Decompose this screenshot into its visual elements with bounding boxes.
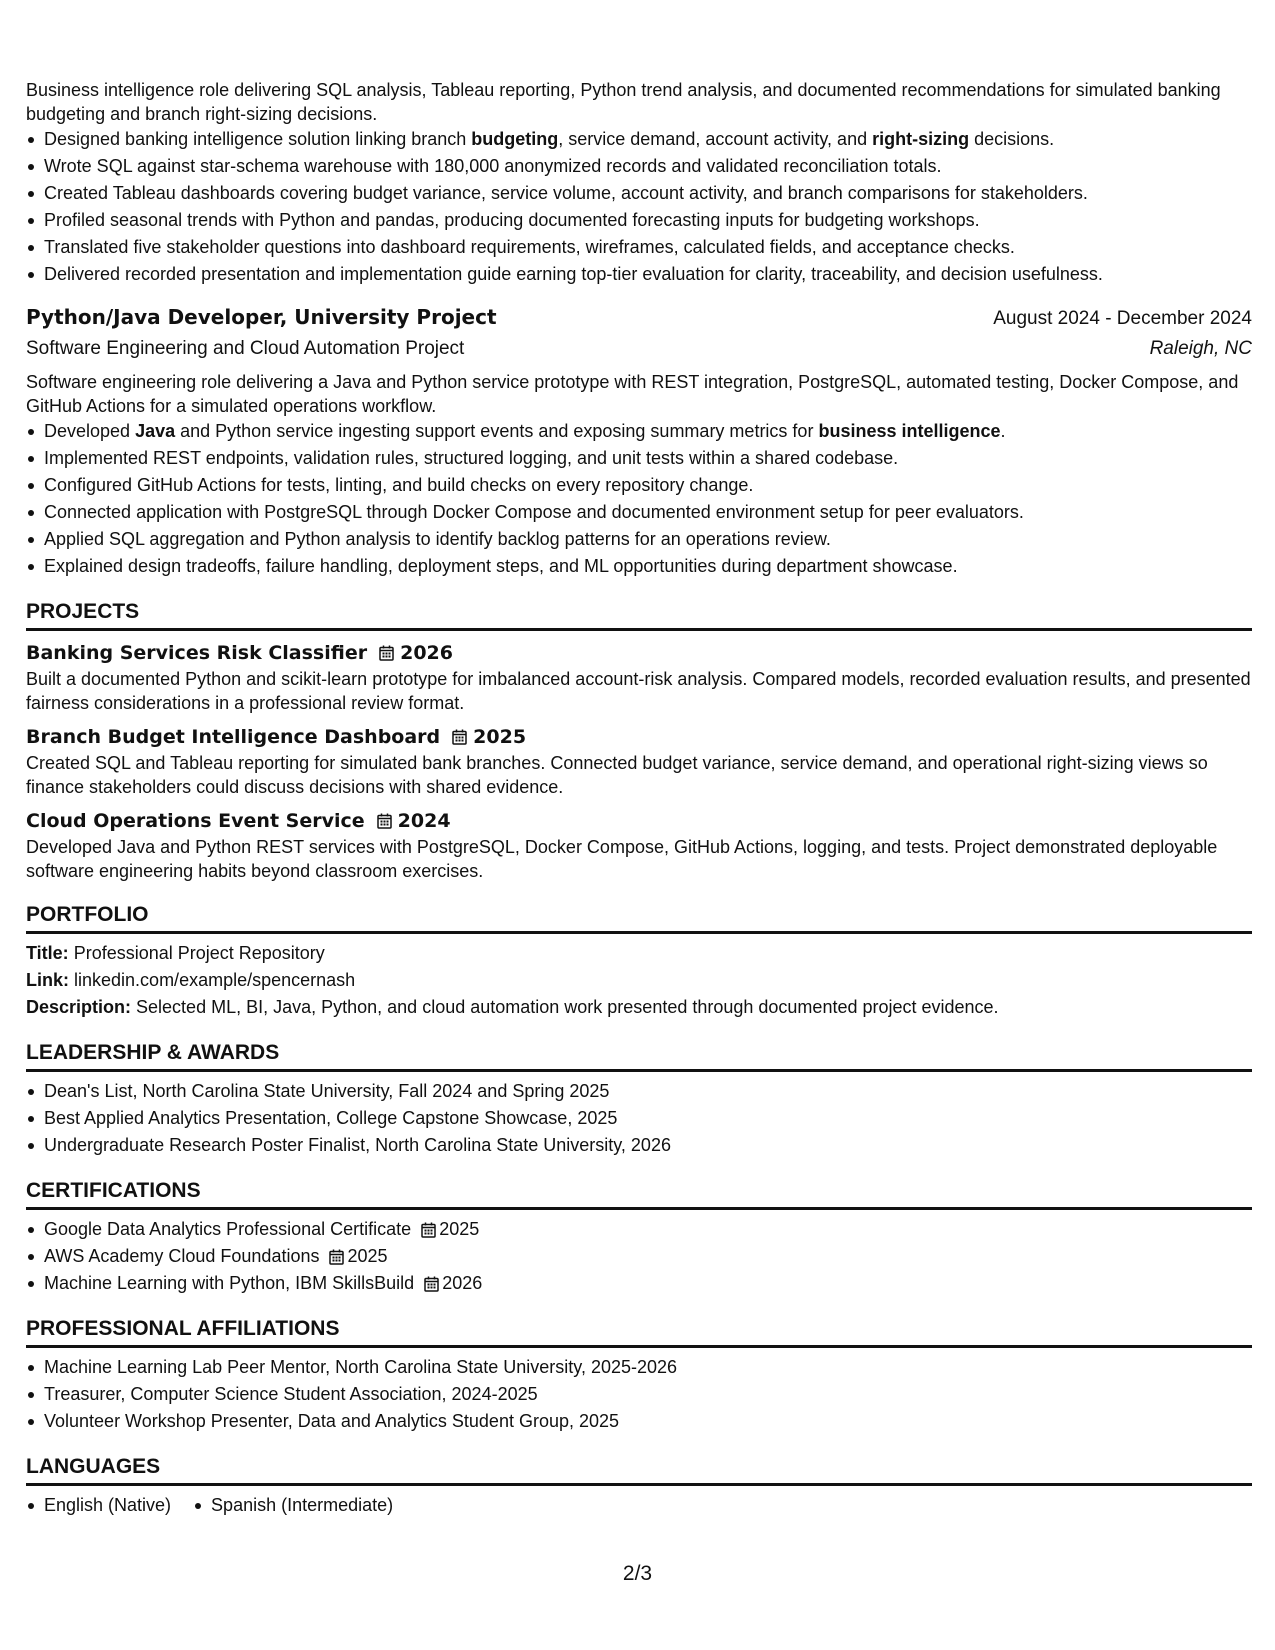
certification-year: 2026 [442, 1273, 483, 1293]
experience-entry-bi [26, 78, 1252, 288]
list-item: Best Applied Analytics Presentation, College Capstone Showcase, 2025 [26, 1105, 1252, 1132]
list-item: Volunteer Workshop Presenter, Data and Analytics Student Group, 2025 [26, 1408, 1252, 1435]
bullet-keyword: business intelligence [818, 421, 1001, 441]
leadership-section [26, 1039, 1252, 1159]
list-item [26, 1216, 1252, 1243]
project-name: Banking Services Risk Classifier [26, 642, 368, 664]
project-year: 2026 [400, 642, 453, 664]
leadership-list [26, 1078, 1252, 1159]
experience-entry-developer [26, 302, 1252, 580]
list-item: Spanish (Intermediate) [193, 1492, 393, 1519]
certification-year: 2025 [347, 1246, 388, 1266]
job-bullet: Implemented REST endpoints, validation rules, structured logging, and unit tests within a shared codebase. [26, 445, 1252, 472]
section-heading: LANGUAGES [26, 1453, 1252, 1486]
job-bullet: Configured GitHub Actions for tests, linting, and build checks on every repository change. [26, 472, 1252, 499]
portfolio-link-value[interactable]: linkedin.com/example/spencernash [74, 970, 356, 990]
section-heading: CERTIFICATIONS [26, 1177, 1252, 1210]
calendar-icon [421, 1222, 436, 1238]
job-header [26, 302, 1252, 334]
job-title: Python/Java Developer, University Project [26, 305, 497, 329]
bullet-text: Developed [44, 421, 136, 441]
job-bullet: Wrote SQL against star-schema warehouse with 180,000 anonymized records and validated reconciliation totals. [26, 153, 1252, 180]
certifications-list [26, 1216, 1252, 1297]
certification-name: Machine Learning with Python, IBM SkillsBuild [44, 1273, 415, 1293]
page-number: 2/3 [622, 1562, 653, 1585]
job-company: Software Engineering and Cloud Automation Project [26, 338, 465, 359]
projects-section [26, 598, 1252, 883]
project-description: Built a documented Python and scikit-learn prototype for imbalanced account-risk analysis. Compared models, recorded evaluation results, and presented fairness considerations in a professional review format. [26, 669, 1251, 713]
affiliations-list [26, 1354, 1252, 1435]
portfolio-description [26, 994, 1252, 1021]
certification-name: Google Data Analytics Professional Certificate [44, 1219, 412, 1239]
project-year: 2025 [473, 726, 527, 748]
project-header [26, 723, 1252, 751]
portfolio-label: Link: [26, 970, 69, 990]
job-summary: Business intelligence role delivering SQL analysis, Tableau reporting, Python trend analysis, and documented recommendations for simulated banking budgeting and branch right-sizing decisions. [26, 80, 1221, 124]
project-year: 2024 [397, 810, 451, 832]
bullet-keyword: Java [135, 421, 176, 441]
section-heading: PORTFOLIO [26, 901, 1252, 934]
list-item: English (Native) [26, 1492, 171, 1519]
calendar-icon [329, 1249, 344, 1265]
portfolio-link [26, 967, 1252, 994]
job-summary: Software engineering role delivering a Java and Python service prototype with REST integration, PostgreSQL, automated testing, Docker Compose, and GitHub Actions for a simulated operations workflow. [26, 372, 1239, 416]
calendar-icon [379, 645, 394, 661]
bullet-keyword: right-sizing [872, 129, 970, 149]
list-item: Undergraduate Research Poster Finalist, North Carolina State University, 2026 [26, 1132, 1252, 1159]
bullet-text: , service demand, account activity, and [558, 129, 873, 149]
list-item [26, 1243, 1252, 1270]
project-name: Cloud Operations Event Service [26, 810, 365, 832]
list-item: Machine Learning Lab Peer Mentor, North Carolina State University, 2025-2026 [26, 1354, 1252, 1381]
resume-page [26, 78, 1252, 1519]
job-bullet: Applied SQL aggregation and Python analysis to identify backlog patterns for an operations review. [26, 526, 1252, 553]
portfolio-section [26, 901, 1252, 1021]
bullet-text: Designed banking intelligence solution linking branch [44, 129, 472, 149]
languages-section [26, 1453, 1252, 1519]
job-dates: August 2024 - December 2024 [993, 308, 1252, 329]
bullet-keyword: budgeting [471, 129, 559, 149]
list-item [26, 1270, 1252, 1297]
portfolio-value: Professional Project Repository [73, 943, 325, 963]
portfolio-title [26, 940, 1252, 967]
job-subheader [26, 334, 1252, 364]
job-bullet: Profiled seasonal trends with Python and pandas, producing documented forecasting inputs for budgeting workshops. [26, 207, 1252, 234]
bullet-text: . [1000, 421, 1006, 441]
job-bullet [26, 418, 1252, 445]
project-description: Created SQL and Tableau reporting for simulated bank branches. Connected budget variance, service demand, and operational right-sizing views so finance stakeholders could discuss decisions with shared evidence. [26, 753, 1208, 797]
portfolio-label: Description: [26, 997, 132, 1017]
job-bullet: Delivered recorded presentation and implementation guide earning top-tier evaluation for clarity, traceability, and decision usefulness. [26, 261, 1252, 288]
bullet-text: decisions. [969, 129, 1055, 149]
certification-year: 2025 [439, 1219, 480, 1239]
calendar-icon [377, 813, 392, 829]
languages-list [26, 1492, 1252, 1519]
portfolio-label: Title: [26, 943, 69, 963]
job-bullet: Translated five stakeholder questions into dashboard requirements, wireframes, calculated fields, and acceptance checks. [26, 234, 1252, 261]
calendar-icon [424, 1276, 439, 1292]
affiliations-section [26, 1315, 1252, 1435]
bullet-text: and Python service ingesting support events and exposing summary metrics for [175, 421, 819, 441]
project-description: Developed Java and Python REST services with PostgreSQL, Docker Compose, GitHub Actions, logging, and tests. Project demonstrated deployable software engineering habits beyond classroom exercises. [26, 837, 1218, 881]
project-header [26, 639, 1252, 667]
job-bullets [26, 418, 1252, 580]
project-header [26, 807, 1252, 835]
certifications-section [26, 1177, 1252, 1297]
section-heading: LEADERSHIP & AWARDS [26, 1039, 1252, 1072]
project-name: Branch Budget Intelligence Dashboard [26, 726, 441, 748]
job-bullets [26, 126, 1252, 288]
job-bullet: Explained design tradeoffs, failure handling, deployment steps, and ML opportunities during department showcase. [26, 553, 1252, 580]
list-item: Treasurer, Computer Science Student Association, 2024-2025 [26, 1381, 1252, 1408]
job-bullet: Created Tableau dashboards covering budget variance, service volume, account activity, and branch comparisons for stakeholders. [26, 180, 1252, 207]
job-bullet: Connected application with PostgreSQL through Docker Compose and documented environment setup for peer evaluators. [26, 499, 1252, 526]
job-bullet [26, 126, 1252, 153]
section-heading: PROJECTS [26, 598, 1252, 631]
calendar-icon [452, 729, 467, 745]
job-location: Raleigh, NC [1149, 338, 1252, 359]
certification-name: AWS Academy Cloud Foundations [44, 1246, 320, 1266]
portfolio-value: Selected ML, BI, Java, Python, and cloud automation work presented through documented project evidence. [136, 997, 999, 1017]
list-item: Dean's List, North Carolina State University, Fall 2024 and Spring 2025 [26, 1078, 1252, 1105]
section-heading: PROFESSIONAL AFFILIATIONS [26, 1315, 1252, 1348]
